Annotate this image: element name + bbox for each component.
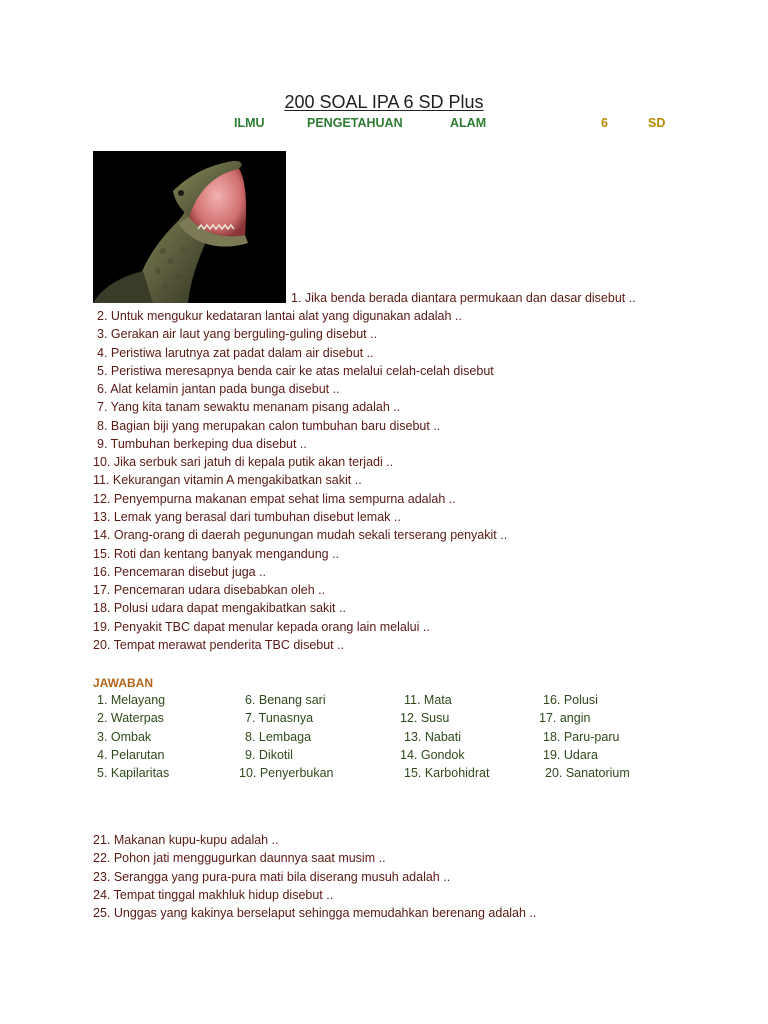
answer-item: 15. Karbohidrat [404, 766, 490, 780]
question-item: 1. Jika benda berada diantara permukaan dan dasar disebut .. [291, 291, 636, 305]
answer-item: 10. Penyerbukan [239, 766, 334, 780]
question-item: 21. Makanan kupu-kupu adalah .. [93, 833, 279, 847]
komodo-illustration [93, 151, 286, 303]
answer-item: 11. Mata [404, 693, 452, 707]
question-item: 7. Yang kita tanam sewaktu menanam pisang adalah .. [97, 400, 401, 414]
question-item: 2. Untuk mengukur kedataran lantai alat yang digunakan adalah .. [97, 309, 462, 323]
question-item: 24. Tempat tinggal makhluk hidup disebut .. [93, 888, 334, 902]
answer-item: 8. Lembaga [245, 730, 312, 744]
answer-item: 20. Sanatorium [545, 766, 630, 780]
subtitle-word-alam: ALAM [450, 116, 487, 130]
komodo-photo [93, 151, 286, 303]
question-item: 10. Jika serbuk sari jatuh di kepala putik akan terjadi .. [93, 455, 394, 469]
answer-item: 6. Benang sari [245, 693, 326, 707]
question-item: 12. Penyempurna makanan empat sehat lima sempurna adalah .. [93, 492, 456, 506]
question-item: 15. Roti dan kentang banyak mengandung .. [93, 547, 340, 561]
question-item: 6. Alat kelamin jantan pada bunga disebut .. [97, 382, 340, 396]
subtitle-word-ilmu: ILMU [234, 116, 265, 130]
subtitle-word-sd: SD [648, 116, 666, 130]
question-item: 5. Peristiwa meresapnya benda cair ke atas melalui celah-celah disebut [97, 364, 494, 378]
question-item: 19. Penyakit TBC dapat menular kepada orang lain melalui .. [93, 620, 430, 634]
subtitle-word-grade: 6 [601, 116, 608, 130]
document-title: 200 SOAL IPA 6 SD Plus [284, 92, 484, 112]
answer-item: 1. Melayang [97, 693, 166, 707]
question-item: 9. Tumbuhan berkeping dua disebut .. [97, 437, 307, 451]
question-item: 25. Unggas yang kakinya berselaput sehingga memudahkan berenang adalah .. [93, 906, 537, 920]
question-item: 20. Tempat merawat penderita TBC disebut .. [93, 638, 345, 652]
answer-item: 18. Paru-paru [543, 730, 620, 744]
question-item: 18. Polusi udara dapat mengakibatkan sakit .. [93, 601, 346, 615]
answer-item: 13. Nabati [404, 730, 461, 744]
question-item: 17. Pencemaran udara disebabkan oleh .. [93, 583, 326, 597]
answer-item: 4. Pelarutan [97, 748, 165, 762]
answer-item: 19. Udara [543, 748, 598, 762]
question-item: 23. Serangga yang pura-pura mati bila diserang musuh adalah .. [93, 870, 451, 884]
answer-item: 12. Susu [400, 711, 450, 725]
question-item: 8. Bagian biji yang merupakan calon tumbuhan baru disebut .. [97, 419, 441, 433]
answer-item: 9. Dikotil [245, 748, 293, 762]
question-item: 16. Pencemaran disebut juga .. [93, 565, 267, 579]
answer-item: 16. Polusi [543, 693, 598, 707]
question-item: 11. Kekurangan vitamin A mengakibatkan sakit .. [93, 473, 362, 487]
question-item: 4. Peristiwa larutnya zat padat dalam air disebut .. [97, 346, 374, 360]
answer-item: 14. Gondok [400, 748, 465, 762]
question-item: 14. Orang-orang di daerah pegunungan mudah sekali terserang penyakit .. [93, 528, 508, 542]
question-item: 22. Pohon jati menggugurkan daunnya saat musim .. [93, 851, 386, 865]
answer-item: 5. Kapilaritas [97, 766, 170, 780]
answers-heading: JAWABAN [93, 676, 154, 690]
answer-item: 17. angin [539, 711, 591, 725]
answer-item: 7. Tunasnya [245, 711, 314, 725]
question-item: 13. Lemak yang berasal dari tumbuhan disebut lemak .. [93, 510, 401, 524]
answer-item: 2. Waterpas [97, 711, 164, 725]
answer-item: 3. Ombak [97, 730, 152, 744]
subtitle-word-pengetahuan: PENGETAHUAN [307, 116, 403, 130]
question-item: 3. Gerakan air laut yang berguling-guling disebut .. [97, 327, 378, 341]
